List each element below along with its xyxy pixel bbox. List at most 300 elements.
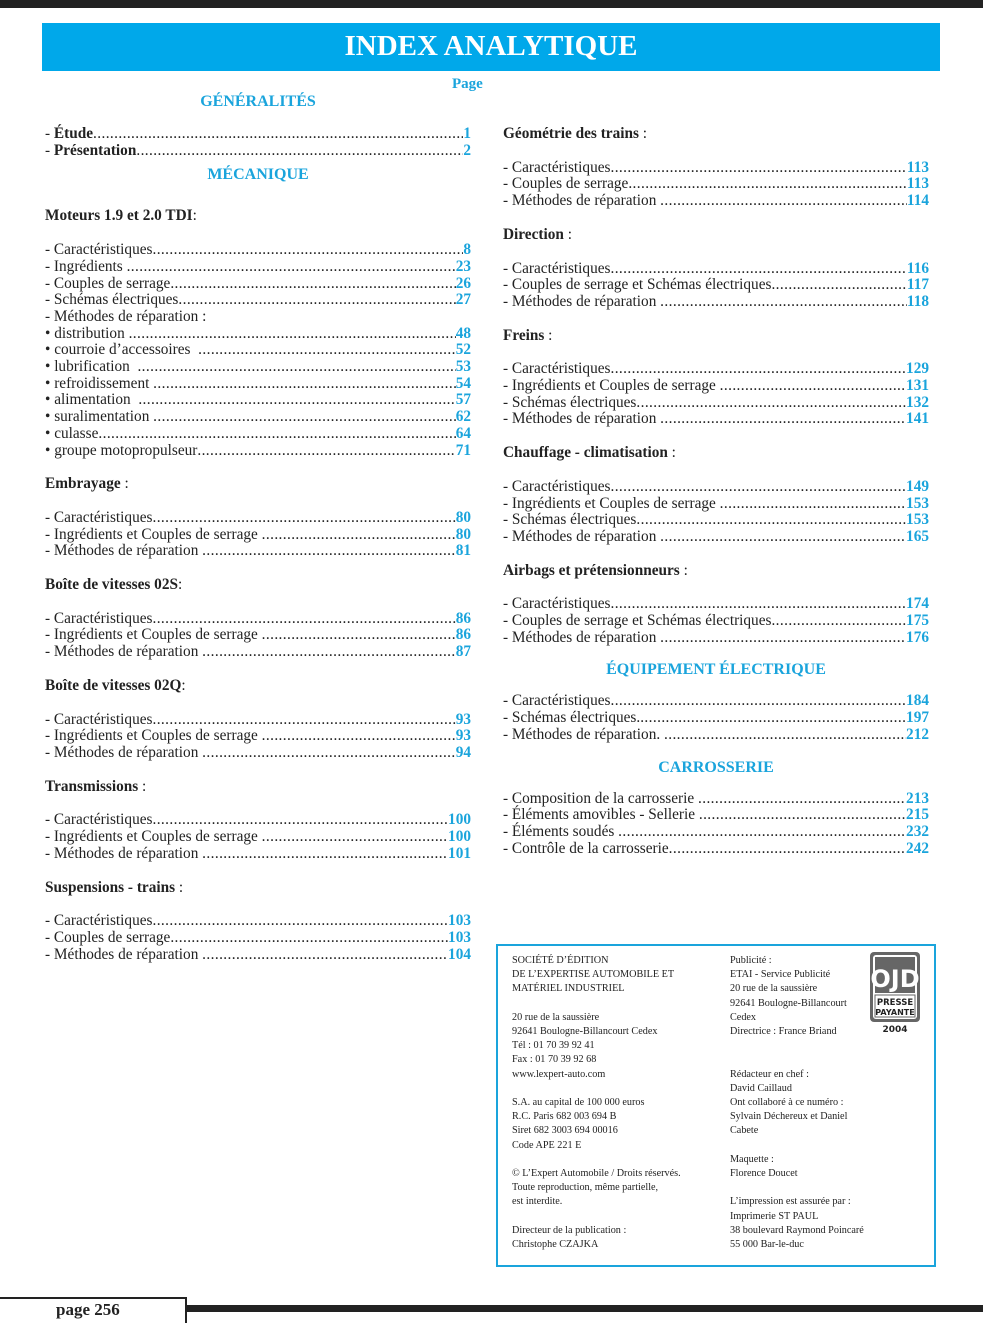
index-entry-label xyxy=(45,143,136,160)
index-entry-label xyxy=(45,126,93,143)
index-entry-bullet: - xyxy=(503,806,512,824)
spacer xyxy=(503,210,929,227)
index-entry-bullet: - xyxy=(45,828,54,846)
dot-leader xyxy=(202,947,448,964)
index-entry-label xyxy=(45,292,178,309)
index-entry-text: Caractéristiques xyxy=(511,259,611,277)
index-entry-bullet: - xyxy=(45,928,54,946)
index-entry-label xyxy=(45,644,202,661)
index-entry-page[interactable]: 100 xyxy=(448,828,471,846)
index-entry-bullet: - xyxy=(45,257,54,275)
index-entry[interactable] xyxy=(503,294,929,311)
index-entry-label xyxy=(503,710,640,727)
index-entry-label xyxy=(503,395,636,412)
index-entry-page[interactable]: 116 xyxy=(906,259,929,277)
group-heading-label: Géométrie des trains xyxy=(503,125,639,142)
index-entry-page[interactable]: 153 xyxy=(906,511,929,529)
index-entry-page[interactable]: 62 xyxy=(455,408,471,426)
index-entry[interactable] xyxy=(45,913,471,930)
index-entry-page[interactable]: 129 xyxy=(906,360,929,378)
index-entry[interactable] xyxy=(503,613,929,630)
spacer xyxy=(45,112,471,126)
index-entry[interactable] xyxy=(503,176,929,193)
index-entry-label xyxy=(503,807,699,824)
index-entry-text: Caractéristiques xyxy=(53,609,153,627)
index-entry[interactable] xyxy=(503,361,929,378)
index-entry-label xyxy=(45,527,262,544)
dot-leader xyxy=(136,143,463,160)
index-entry-text: Ingrédients et Couples de serrage xyxy=(53,828,262,846)
group-heading-colon: : xyxy=(181,676,186,694)
index-entry-page[interactable]: 71 xyxy=(455,441,471,459)
index-entry[interactable] xyxy=(45,426,471,443)
index-entry-page[interactable]: 100 xyxy=(448,811,471,829)
index-entry-page[interactable]: 175 xyxy=(906,612,929,630)
index-entry-page[interactable]: 213 xyxy=(906,789,929,807)
index-entry[interactable] xyxy=(503,479,929,496)
dot-leader xyxy=(660,193,907,210)
spacer xyxy=(503,579,929,596)
index-entry-page[interactable]: 114 xyxy=(906,192,929,210)
dot-leader xyxy=(152,242,463,259)
dot-leader xyxy=(152,913,448,930)
index-entry-label xyxy=(503,512,636,529)
index-entry[interactable] xyxy=(45,846,471,863)
index-entry[interactable] xyxy=(45,728,471,745)
index-entry-bullet: - xyxy=(45,643,54,661)
index-entry-bullet: - xyxy=(503,595,512,613)
dot-leader xyxy=(262,728,456,745)
index-entry-page[interactable]: 184 xyxy=(906,692,929,710)
index-entry-text: Contrôle de la carrosserie xyxy=(511,839,669,857)
index-entry-label xyxy=(45,259,127,276)
index-entry-page[interactable]: 23 xyxy=(455,257,471,275)
spacer xyxy=(45,863,471,880)
index-entry-page[interactable]: 26 xyxy=(455,274,471,292)
index-entry[interactable] xyxy=(503,791,929,808)
index-entry-text: Méthodes de réparation xyxy=(53,542,203,560)
index-entry-bullet: • xyxy=(45,408,55,426)
index-subheading: - Méthodes de réparation : xyxy=(45,307,207,325)
index-entry-page[interactable]: 86 xyxy=(455,626,471,644)
index-entry-text: Couples de serrage et Schémas électriques xyxy=(511,276,772,294)
index-entry-bullet: • xyxy=(45,424,55,442)
dot-leader xyxy=(660,411,906,428)
group-heading-colon: : xyxy=(679,561,688,579)
index-entry-text: Ingrédients et Couples de serrage xyxy=(53,727,262,745)
spacer xyxy=(503,646,929,660)
index-entry-label xyxy=(45,947,202,964)
index-entry-bullet: - xyxy=(503,175,512,193)
index-entry-page[interactable]: 81 xyxy=(455,542,471,560)
index-entry-bullet: • xyxy=(45,441,55,459)
index-entry-bullet: - xyxy=(503,692,512,710)
group-heading-label: Suspensions - trains xyxy=(45,878,176,896)
index-entry[interactable] xyxy=(503,596,929,613)
index-entry[interactable] xyxy=(503,160,929,177)
index-entry-page[interactable]: 131 xyxy=(906,377,929,395)
index-entry-label xyxy=(45,627,262,644)
group-heading-label: Moteurs 1.9 et 2.0 TDI xyxy=(45,207,193,225)
spacer xyxy=(503,92,929,126)
index-entry-bullet: - xyxy=(45,912,54,930)
index-entry[interactable] xyxy=(45,930,471,947)
section-heading: GÉNÉRALITÉS xyxy=(200,93,316,110)
spacer xyxy=(503,428,929,445)
index-entry-text: Méthodes de réparation xyxy=(53,945,203,963)
group-heading xyxy=(45,779,471,796)
index-entry-page[interactable]: 93 xyxy=(455,727,471,745)
index-entry-page[interactable]: 117 xyxy=(906,276,929,294)
group-heading xyxy=(503,328,929,345)
group-heading-colon: : xyxy=(192,207,197,225)
dot-leader xyxy=(152,611,455,628)
group-heading-label: Boîte de vitesses 02Q xyxy=(45,676,182,694)
index-entry-page[interactable]: 94 xyxy=(455,743,471,761)
index-entry-page[interactable]: 242 xyxy=(906,839,929,857)
index-entry-page[interactable]: 103 xyxy=(448,912,471,930)
dot-leader xyxy=(262,527,456,544)
index-entry-label xyxy=(45,913,152,930)
index-entry-label xyxy=(503,613,771,630)
index-entry-text: Ingrédients et Couples de serrage xyxy=(511,377,720,395)
index-entry-page[interactable]: 87 xyxy=(455,643,471,661)
dot-leader xyxy=(170,276,455,293)
index-entry-label xyxy=(503,378,720,395)
dot-leader xyxy=(138,392,455,409)
index-entry-text: Caractéristiques xyxy=(511,692,611,710)
index-entry-bullet: - xyxy=(503,822,512,840)
spacer xyxy=(45,560,471,577)
index-entry[interactable] xyxy=(45,292,471,309)
dot-leader xyxy=(137,359,455,376)
index-entry[interactable] xyxy=(45,242,471,259)
index-entry[interactable] xyxy=(45,359,471,376)
index-entry-text: Caractéristiques xyxy=(53,710,153,728)
index-column-right xyxy=(503,92,929,857)
index-entry[interactable] xyxy=(503,710,929,727)
index-entry-page[interactable]: 113 xyxy=(906,175,929,193)
index-entry-page[interactable]: 80 xyxy=(455,508,471,526)
index-entry-text: Présentation xyxy=(53,141,137,159)
index-entry[interactable] xyxy=(503,496,929,513)
index-entry[interactable] xyxy=(503,512,929,529)
index-entry-page[interactable]: 118 xyxy=(906,292,929,310)
group-heading xyxy=(503,227,929,244)
index-entry-label xyxy=(45,443,197,460)
index-entry-page[interactable]: 80 xyxy=(455,525,471,543)
index-entry-bullet: - xyxy=(503,192,512,210)
index-entry-page[interactable]: 93 xyxy=(455,710,471,728)
index-entry[interactable] xyxy=(45,745,471,762)
index-entry-text: refroidissement xyxy=(54,374,154,392)
index-entry-page[interactable]: 54 xyxy=(455,374,471,392)
dot-leader xyxy=(636,395,906,412)
dot-leader xyxy=(771,277,906,294)
index-entry-label xyxy=(45,342,198,359)
group-heading xyxy=(45,577,471,594)
spacer xyxy=(503,244,929,261)
index-entry-text: Schémas électriques xyxy=(53,291,179,309)
index-entry[interactable] xyxy=(503,727,929,744)
dot-leader xyxy=(153,409,456,426)
imprint-box xyxy=(496,944,936,1267)
index-entry[interactable] xyxy=(45,543,471,560)
dot-leader xyxy=(720,378,906,395)
top-rule xyxy=(0,0,983,8)
index-entry-label xyxy=(503,277,771,294)
index-entry-page[interactable]: 104 xyxy=(448,945,471,963)
index-entry-bullet: - xyxy=(45,141,54,159)
index-entry-bullet: - xyxy=(503,789,512,807)
group-heading-colon: : xyxy=(178,576,183,594)
index-entry-label xyxy=(45,712,152,729)
index-entry-text: Ingrédients et Couples de serrage xyxy=(511,494,720,512)
index-entry-bullet: - xyxy=(45,710,54,728)
dot-leader xyxy=(610,693,906,710)
dot-leader xyxy=(197,443,455,460)
index-entry-text: Caractéristiques xyxy=(53,241,153,259)
index-entry-page[interactable]: 165 xyxy=(906,527,929,545)
index-entry-text: culasse xyxy=(54,424,99,442)
group-heading-label: Freins xyxy=(503,326,545,344)
index-entry-bullet: - xyxy=(503,612,512,630)
spacer xyxy=(45,695,471,712)
svg-text:PAYANTE: PAYANTE xyxy=(875,1008,915,1017)
index-entry-bullet: • xyxy=(45,324,55,342)
index-entry[interactable] xyxy=(503,411,929,428)
index-entry[interactable] xyxy=(503,693,929,710)
index-entry[interactable] xyxy=(45,829,471,846)
dot-leader xyxy=(698,791,906,808)
index-entry-bullet: - xyxy=(503,292,512,310)
index-entry-bullet: - xyxy=(503,494,512,512)
index-entry[interactable] xyxy=(503,395,929,412)
group-heading-colon: : xyxy=(563,225,572,243)
index-entry-page[interactable]: 176 xyxy=(906,628,929,646)
spacer xyxy=(45,795,471,812)
dot-leader xyxy=(636,512,906,529)
index-entry-label xyxy=(503,411,660,428)
index-entry-page[interactable]: 141 xyxy=(906,410,929,428)
index-entry-text: courroie d’accessoires xyxy=(54,341,199,359)
index-entry-page[interactable]: 64 xyxy=(455,424,471,442)
index-entry-page[interactable]: 232 xyxy=(906,822,929,840)
index-entry-page[interactable]: 174 xyxy=(906,595,929,613)
spacer xyxy=(503,344,929,361)
index-entry-bullet: - xyxy=(45,811,54,829)
spacer xyxy=(45,896,471,913)
spacer xyxy=(503,311,929,328)
index-entry[interactable] xyxy=(45,259,471,276)
index-entry-text: Couples de serrage et Schémas électriques xyxy=(511,612,772,630)
dot-leader xyxy=(610,160,906,177)
index-entry[interactable] xyxy=(503,261,929,278)
index-entry-bullet: - xyxy=(503,709,512,727)
dot-leader xyxy=(664,727,906,744)
index-entry-bullet: - xyxy=(503,511,512,529)
index-entry[interactable] xyxy=(503,841,929,858)
group-heading-label: Transmissions xyxy=(45,777,139,795)
index-entry-text: Composition de la carrosserie xyxy=(511,789,698,807)
index-entry[interactable] xyxy=(45,326,471,343)
index-entry[interactable] xyxy=(45,527,471,544)
index-entry[interactable] xyxy=(45,712,471,729)
index-entry-page[interactable]: 57 xyxy=(455,391,471,409)
index-entry[interactable] xyxy=(45,126,471,143)
index-entry-text: distribution xyxy=(54,324,129,342)
index-entry-label xyxy=(45,745,202,762)
index-entry[interactable] xyxy=(503,824,929,841)
index-entry-bullet: - xyxy=(45,727,54,745)
index-entry-text: lubrification xyxy=(54,358,138,376)
dot-leader xyxy=(669,841,906,858)
index-entry[interactable] xyxy=(45,510,471,527)
index-entry-label xyxy=(45,426,98,443)
index-entry-page[interactable]: 149 xyxy=(906,477,929,495)
index-entry-label xyxy=(45,611,152,628)
index-entry-label xyxy=(45,510,152,527)
index-entry-bullet: - xyxy=(503,360,512,378)
index-entry-label xyxy=(503,176,628,193)
index-entry[interactable] xyxy=(45,143,471,160)
index-entry-label xyxy=(45,276,170,293)
index-entry[interactable] xyxy=(503,378,929,395)
index-entry[interactable] xyxy=(503,807,929,824)
credits-info: Publicité : ETAI - Service Publicité 20 rue de la saussière 92641 Boulogne-Billancourt Cedex Directrice : France Briand Rédacteur en chef : David Caillaud Ont collaboré à ce numéro : Sylvain Déchereux et Daniel Cabete Maquette : Florence Doucet L’impression est assurée par : Imprimerie ST PAUL 38 boulevard Raymond Poincaré 55 000 Bar-le-duc xyxy=(730,955,864,1251)
dot-leader xyxy=(618,824,906,841)
index-entry-page[interactable]: 103 xyxy=(448,928,471,946)
index-entry-page[interactable]: 113 xyxy=(906,158,929,176)
index-entry-label xyxy=(503,727,664,744)
index-entry-bullet: - xyxy=(45,844,54,862)
index-entry-page[interactable]: 197 xyxy=(906,709,929,727)
index-entry[interactable] xyxy=(503,630,929,647)
index-entry-text: Caractéristiques xyxy=(511,158,611,176)
group-heading xyxy=(45,880,471,897)
index-entry[interactable] xyxy=(503,529,929,546)
group-heading xyxy=(45,208,471,225)
index-entry-text: Méthodes de réparation. xyxy=(511,725,664,743)
index-entry[interactable] xyxy=(503,193,929,210)
index-entry[interactable] xyxy=(503,277,929,294)
dot-leader xyxy=(152,510,455,527)
index-entry-page[interactable]: 27 xyxy=(455,291,471,309)
dot-leader xyxy=(170,930,448,947)
index-entry-bullet: - xyxy=(503,477,512,495)
index-entry-text: Caractéristiques xyxy=(53,912,153,930)
index-entry-bullet: - xyxy=(45,508,54,526)
index-entry-page[interactable]: 215 xyxy=(906,806,929,824)
index-entry[interactable] xyxy=(45,947,471,964)
index-entry-text: Caractéristiques xyxy=(53,508,153,526)
index-entry[interactable] xyxy=(45,627,471,644)
svg-text:PRESSE: PRESSE xyxy=(876,998,914,1008)
index-entry-label xyxy=(45,846,202,863)
index-entry-text: Éléments amovibles - Sellerie xyxy=(511,806,699,824)
index-entry-page[interactable]: 8 xyxy=(463,241,471,259)
dot-leader xyxy=(610,361,906,378)
spacer xyxy=(45,459,471,476)
index-entry-page[interactable]: 132 xyxy=(906,393,929,411)
dot-leader xyxy=(127,259,456,276)
index-entry[interactable] xyxy=(45,611,471,628)
index-entry-label xyxy=(503,596,610,613)
index-entry-text: Caractéristiques xyxy=(511,360,611,378)
index-entry[interactable] xyxy=(45,276,471,293)
index-entry-page[interactable]: 2 xyxy=(463,141,471,159)
index-entry-label xyxy=(45,392,138,409)
dot-leader xyxy=(202,644,456,661)
index-entry-label xyxy=(503,479,610,496)
group-heading-colon: : xyxy=(638,125,648,142)
index-entry-bullet: - xyxy=(503,527,512,545)
index-entry-text: Étude xyxy=(53,125,94,142)
index-entry-page[interactable]: 101 xyxy=(448,844,471,862)
spacer xyxy=(503,462,929,479)
page-number: page 256 xyxy=(0,1297,187,1323)
index-entry-label xyxy=(45,812,152,829)
index-entry-bullet: - xyxy=(503,725,512,743)
index-entry-text: Méthodes de réparation xyxy=(511,192,661,210)
dot-leader xyxy=(93,126,463,143)
index-entry-label xyxy=(45,930,170,947)
index-entry-page[interactable]: 86 xyxy=(455,609,471,627)
index-entry[interactable] xyxy=(45,392,471,409)
index-entry-label xyxy=(45,728,262,745)
index-entry-page[interactable]: 53 xyxy=(455,358,471,376)
index-entry[interactable] xyxy=(45,644,471,661)
index-entry[interactable] xyxy=(45,443,471,460)
index-entry-page[interactable]: 48 xyxy=(455,324,471,342)
spacer xyxy=(45,762,471,779)
dot-leader xyxy=(660,294,907,311)
index-entry-label xyxy=(503,496,720,513)
index-entry-text: alimentation xyxy=(54,391,139,409)
index-entry-text: Méthodes de réparation xyxy=(511,292,661,310)
index-entry-bullet: - xyxy=(45,542,54,560)
index-entry-bullet: - xyxy=(503,377,512,395)
index-entry[interactable] xyxy=(45,812,471,829)
index-entry-page[interactable]: 1 xyxy=(463,125,471,142)
index-entry-text: Couples de serrage xyxy=(511,175,629,193)
dot-leader xyxy=(720,496,906,513)
index-entry[interactable] xyxy=(45,342,471,359)
index-entry[interactable] xyxy=(45,409,471,426)
section-heading: MÉCANIQUE xyxy=(207,166,309,184)
page-column-label: Page xyxy=(452,76,483,92)
index-entry-text: Schémas électriques xyxy=(511,511,637,529)
dot-leader xyxy=(262,829,448,846)
index-entry-page[interactable]: 212 xyxy=(906,725,929,743)
index-entry-bullet: • xyxy=(45,374,55,392)
section-heading: CARROSSERIE xyxy=(658,758,774,776)
index-entry-bullet: - xyxy=(45,945,54,963)
spacer xyxy=(45,661,471,678)
index-entry-label xyxy=(45,376,153,393)
svg-text:2004: 2004 xyxy=(882,1025,908,1034)
index-entry-page[interactable]: 52 xyxy=(455,341,471,359)
group-heading xyxy=(45,476,471,493)
index-entry-text: Caractéristiques xyxy=(511,477,611,495)
index-entry-text: Schémas électriques xyxy=(511,393,637,411)
dot-leader xyxy=(152,812,448,829)
index-entry-page[interactable]: 153 xyxy=(906,494,929,512)
index-entry[interactable] xyxy=(45,376,471,393)
index-entry-text: Caractéristiques xyxy=(53,811,153,829)
dot-leader xyxy=(178,292,455,309)
index-entry-text: Méthodes de réparation xyxy=(53,743,203,761)
